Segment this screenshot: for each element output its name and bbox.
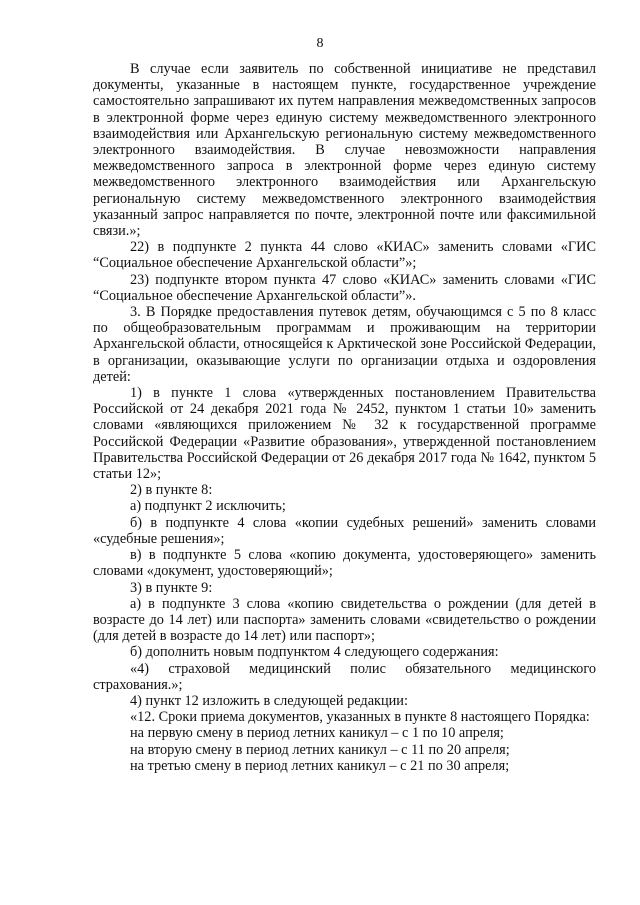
document-body [93,61,596,774]
paragraph-quote-12: «12. Сроки приема документов, указанных в пункте 8 настоящего Порядка: [130,709,590,726]
paragraph-subitem-2b: б) в подпункте 4 слова «копии судебных решений» заменить словами «судебные решения»; [93,514,596,547]
paragraph-subitem-2a: а) подпункт 2 исключить; [130,498,286,515]
paragraph-shift-2: на вторую смену в период летних каникул – с 11 по 20 апреля; [130,741,510,758]
paragraph-section-3: 3. В Порядке предоставления путевок детям, обучающимся с 5 по 8 класс по общеобразовательным программам и проживающим на территории Архангельской области, относящейся к Арктической зоне Российской Федерации, в организации, оказывающие услуги по организации отдыха и оздоровления детей: [93,304,596,385]
paragraph-item-22: 22) в подпункте 2 пункта 44 слово «КИАС» заменить словами «ГИС “Социальное обеспечение Архангельской области”»; [93,239,596,272]
page-number: 8 [316,36,324,51]
paragraph-subitem-2v: в) в подпункте 5 слова «копию документа, удостоверяющего» заменить словами «документ, удостоверяющий»; [93,547,596,580]
paragraph-subitem-2: 2) в пункте 8: [130,482,213,499]
paragraph-item-23: 23) подпункте втором пункта 47 слово «КИАС» заменить словами «ГИС “Социальное обеспечение Архангельской области”». [93,271,596,304]
paragraph-subitem-3a: а) в подпункте 3 слова «копию свидетельства о рождении (для детей в возрасте до 14 лет) или паспорта» заменить словами «свидетельство о рождении (для детей в возрасте до 14 лет) или паспорт»; [93,595,596,645]
paragraph-request-procedure: В случае если заявитель по собственной инициативе не представил документы, указанные в настоящем пункте, государственное учреждение самостоятельно запрашивают их путем направления межведомственных запросов в электронной форме через единую систему межведомственного электронного взаимодействия или Архангельскую региональную систему межведомственного электронного взаимодействия. В случае невозможности направления межведомственного запроса в электронной форме через единую систему межведомственного электронного взаимодействия или Архангельскую региональную систему межведомственного электронного взаимодействия указанный запрос направляется по почте, электронной почте или факсимильной связи.»; [93,61,596,240]
paragraph-subitem-3: 3) в пункте 9: [130,579,213,596]
paragraph-subitem-3b: б) дополнить новым подпунктом 4 следующего содержания: [130,644,499,661]
paragraph-shift-1: на первую смену в период летних каникул – с 1 по 10 апреля; [130,725,504,742]
paragraph-quote-4: «4) страховой медицинский полис обязательного медицинского страхования.»; [93,660,596,693]
paragraph-subitem-1: 1) в пункте 1 слова «утвержденных постановлением Правительства Российской от 24 декабря 2021 года № 2452, пунктом 1 статьи 10» заменить словами «являющихся приложением № 32 к государственной программе Российской Федерации «Развитие образования», утвержденной постановлением Правительства Российской Федерации от 26 декабря 2017 года № 1642, пунктом 5 статьи 12»; [93,385,596,483]
paragraph-subitem-4: 4) пункт 12 изложить в следующей редакции: [130,692,408,709]
paragraph-shift-3: на третью смену в период летних каникул – с 21 по 30 апреля; [130,757,510,774]
